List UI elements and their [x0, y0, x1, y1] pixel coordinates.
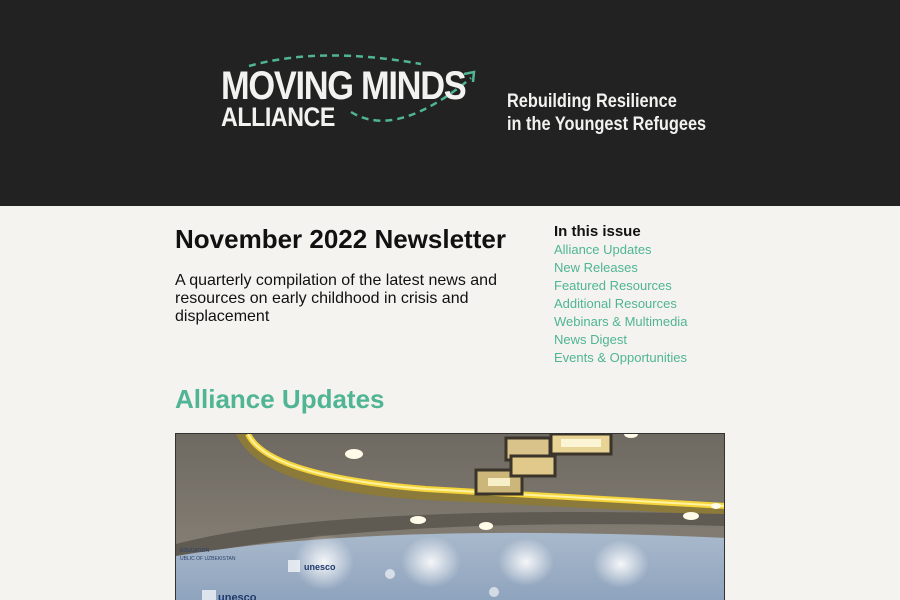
toc-link-new-releases[interactable]: New Releases — [554, 260, 638, 275]
toc-link-webinars-multimedia[interactable]: Webinars & Multimedia — [554, 314, 688, 329]
toc-link-additional-resources[interactable]: Additional Resources — [554, 296, 677, 311]
tagline-line-2: in the Youngest Refugees — [507, 114, 707, 135]
conference-photo[interactable] — [175, 433, 725, 600]
tagline-line-1: Rebuilding Resilience — [507, 91, 677, 112]
moving-minds-logo[interactable] — [221, 52, 491, 132]
unesco-sign-1: unesco — [304, 562, 336, 572]
backdrop-text-2: UBLIC OF UZBEKISTAN — [180, 556, 236, 562]
table-of-contents — [554, 223, 687, 367]
section-title-alliance-updates: Alliance Updates — [175, 384, 385, 414]
logo-subtitle: ALLIANCE — [221, 102, 335, 132]
newsletter-intro: A quarterly compilation of the latest news and resources on early childhood in crisis and displacement — [175, 272, 497, 325]
toc-link-featured-resources[interactable]: Featured Resources — [554, 278, 672, 293]
backdrop-text-1: EDUCATION — [180, 548, 210, 554]
newsletter-header — [0, 0, 900, 206]
newsletter-title: November 2022 Newsletter — [175, 224, 506, 254]
toc-link-events-opportunities[interactable]: Events & Opportunities — [554, 350, 687, 365]
toc-link-news-digest[interactable]: News Digest — [554, 332, 627, 347]
unesco-sign-2: unesco — [218, 592, 257, 600]
logo-title: MOVING MINDS — [221, 64, 466, 108]
toc-heading: In this issue — [554, 223, 641, 240]
toc-link-alliance-updates[interactable]: Alliance Updates — [554, 242, 652, 257]
tagline — [507, 90, 706, 136]
